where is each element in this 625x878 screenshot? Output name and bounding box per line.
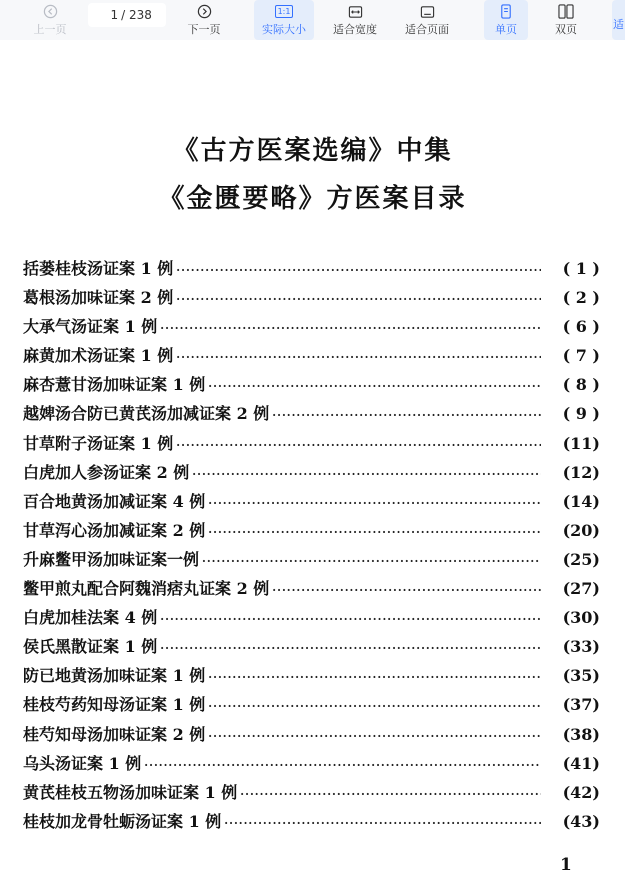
toc-dot-leader bbox=[272, 584, 541, 597]
toc-entry[interactable] bbox=[23, 460, 600, 489]
fit-width-label: 适合宽度 bbox=[333, 22, 377, 36]
toc-dot-leader bbox=[176, 264, 541, 277]
toc-entry-title: 鳖甲煎丸配合阿魏消痞丸证案 2 例 bbox=[23, 579, 270, 599]
toc-entry[interactable] bbox=[23, 751, 600, 780]
toc-entry-page: (30) bbox=[562, 608, 600, 628]
overflow-toolbar-label: 适 bbox=[613, 18, 624, 31]
page-number: 1 bbox=[560, 855, 572, 875]
toc-entry[interactable] bbox=[23, 692, 600, 721]
single-page-button[interactable] bbox=[484, 0, 528, 40]
toc-dot-leader bbox=[208, 700, 541, 713]
toc-entry-page: ( 9 ) bbox=[562, 404, 600, 424]
toc-entry-title: 乌头汤证案 1 例 bbox=[23, 753, 142, 773]
toc-entry-page: (11) bbox=[562, 433, 600, 453]
toc-entry[interactable] bbox=[23, 518, 600, 547]
toc-dot-leader bbox=[208, 526, 541, 539]
toc-entry-title: 甘草附子汤证案 1 例 bbox=[23, 433, 174, 453]
toc-entry-page: (43) bbox=[562, 811, 600, 831]
circle-chevron-left-icon bbox=[43, 4, 58, 20]
overflow-toolbar-button[interactable] bbox=[612, 0, 625, 40]
toc-entry[interactable] bbox=[23, 663, 600, 692]
toc-entry[interactable] bbox=[23, 722, 600, 751]
toc-entry-title: 防已地黄汤加味证案 1 例 bbox=[23, 666, 206, 686]
fit-page-icon bbox=[420, 4, 435, 20]
pdf-toolbar bbox=[0, 0, 625, 40]
toc-entry[interactable] bbox=[23, 343, 600, 372]
toc-entry-page: (33) bbox=[562, 637, 600, 657]
fit-width-icon bbox=[348, 4, 363, 20]
toc-entry-title: 葛根汤加味证案 2 例 bbox=[23, 288, 174, 308]
toc-dot-leader bbox=[160, 322, 541, 335]
toc-entry[interactable] bbox=[23, 576, 600, 605]
toc-entry[interactable] bbox=[23, 431, 600, 460]
page-total: / 238 bbox=[121, 8, 152, 22]
page-number-input[interactable] bbox=[102, 8, 118, 22]
document-page bbox=[0, 40, 625, 878]
toc-entry-page: ( 2 ) bbox=[562, 288, 600, 308]
prev-page-button[interactable] bbox=[26, 0, 74, 40]
actual-size-label: 实际大小 bbox=[262, 22, 306, 36]
fit-page-button[interactable] bbox=[398, 0, 456, 40]
toc-entry-page: (12) bbox=[562, 462, 600, 482]
toc-entry-page: (41) bbox=[562, 753, 600, 773]
toc-entry-title: 白虎加桂法案 4 例 bbox=[23, 608, 158, 628]
toc-dot-leader bbox=[208, 497, 541, 510]
toc-entry-title: 黄芪桂枝五物汤加味证案 1 例 bbox=[23, 782, 238, 802]
toc-entry-page: ( 1 ) bbox=[562, 259, 600, 278]
toc-dot-leader bbox=[208, 380, 541, 393]
toc-entry-page: (42) bbox=[562, 782, 600, 802]
toc-entry-title: 大承气汤证案 1 例 bbox=[23, 317, 158, 337]
toc-entry-title: 百合地黄汤加减证案 4 例 bbox=[23, 491, 206, 511]
toc-entry[interactable] bbox=[23, 314, 600, 343]
next-page-label: 下一页 bbox=[187, 22, 221, 36]
document-subtitle: 《金匮要略》方医案目录 bbox=[158, 184, 467, 214]
circle-chevron-right-icon bbox=[197, 4, 212, 20]
toc-entry-page: (35) bbox=[562, 666, 600, 686]
toc-entry[interactable] bbox=[23, 547, 600, 576]
toc-entry[interactable] bbox=[23, 605, 600, 634]
toc-entry-title: 侯氏黑散证案 1 例 bbox=[23, 637, 158, 657]
toc-entry-page: (25) bbox=[562, 549, 600, 569]
double-page-button[interactable] bbox=[544, 0, 588, 40]
toc-dot-leader bbox=[144, 759, 541, 772]
toc-entry-page: ( 7 ) bbox=[562, 346, 600, 366]
toc-entry[interactable] bbox=[23, 372, 600, 401]
single-page-label: 单页 bbox=[495, 22, 517, 36]
toc-dot-leader bbox=[208, 730, 541, 743]
document-title: 《古方医案选编》中集 bbox=[172, 136, 453, 166]
toc-dot-leader bbox=[176, 439, 541, 452]
toc-entry-page: (37) bbox=[562, 695, 600, 715]
toc-entry-page: (27) bbox=[562, 579, 600, 599]
toc-dot-leader bbox=[160, 642, 541, 655]
fit-width-button[interactable] bbox=[326, 0, 384, 40]
toc-entry-title: 桂芍知母汤加味证案 2 例 bbox=[23, 724, 206, 744]
table-of-contents bbox=[23, 256, 600, 838]
toc-entry-title: 麻杏薏甘汤加味证案 1 例 bbox=[23, 375, 206, 395]
double-page-label: 双页 bbox=[555, 22, 577, 36]
toc-entry-title: 白虎加人参汤证案 2 例 bbox=[23, 462, 190, 482]
toc-dot-leader bbox=[176, 293, 541, 306]
toc-dot-leader bbox=[208, 671, 541, 684]
toc-dot-leader bbox=[272, 409, 541, 422]
toc-dot-leader bbox=[160, 613, 541, 626]
toc-entry-page: (14) bbox=[562, 491, 600, 511]
actual-size-icon: 1:1 bbox=[275, 4, 294, 20]
actual-size-button[interactable] bbox=[254, 0, 314, 40]
toc-entry[interactable] bbox=[23, 809, 600, 838]
toc-entry-page: (20) bbox=[562, 520, 600, 540]
toc-entry[interactable] bbox=[23, 285, 600, 314]
toc-entry-title: 甘草泻心汤加减证案 2 例 bbox=[23, 520, 206, 540]
double-page-icon bbox=[557, 4, 575, 20]
toc-dot-leader bbox=[224, 817, 541, 830]
toc-dot-leader bbox=[192, 468, 541, 481]
toc-entry[interactable] bbox=[23, 634, 600, 663]
toc-entry[interactable] bbox=[23, 489, 600, 518]
prev-page-label: 上一页 bbox=[33, 22, 67, 36]
toc-entry-title: 越婢汤合防已黄芪汤加减证案 2 例 bbox=[23, 404, 270, 424]
fit-page-label: 适合页面 bbox=[405, 22, 449, 36]
toc-entry-title: 括蒌桂枝汤证案 1 例 bbox=[23, 259, 174, 278]
page-indicator bbox=[88, 3, 166, 27]
toc-entry-title: 桂枝加龙骨牡蛎汤证案 1 例 bbox=[23, 811, 222, 831]
toc-entry[interactable] bbox=[23, 256, 600, 285]
toc-entry-title: 桂枝芍药知母汤证案 1 例 bbox=[23, 695, 206, 715]
toc-dot-leader bbox=[240, 788, 541, 801]
single-page-icon bbox=[500, 4, 512, 20]
toc-dot-leader bbox=[176, 351, 541, 364]
toc-entry-page: ( 6 ) bbox=[562, 317, 600, 337]
toc-entry[interactable] bbox=[23, 780, 600, 809]
toc-entry[interactable] bbox=[23, 401, 600, 430]
toc-entry-page: ( 8 ) bbox=[562, 375, 600, 395]
toc-dot-leader bbox=[202, 555, 541, 568]
toc-entry-title: 麻黄加术汤证案 1 例 bbox=[23, 346, 174, 366]
next-page-button[interactable] bbox=[180, 0, 228, 40]
toc-entry-title: 升麻鳖甲汤加味证案一例 bbox=[23, 549, 200, 569]
toc-entry-page: (38) bbox=[562, 724, 600, 744]
